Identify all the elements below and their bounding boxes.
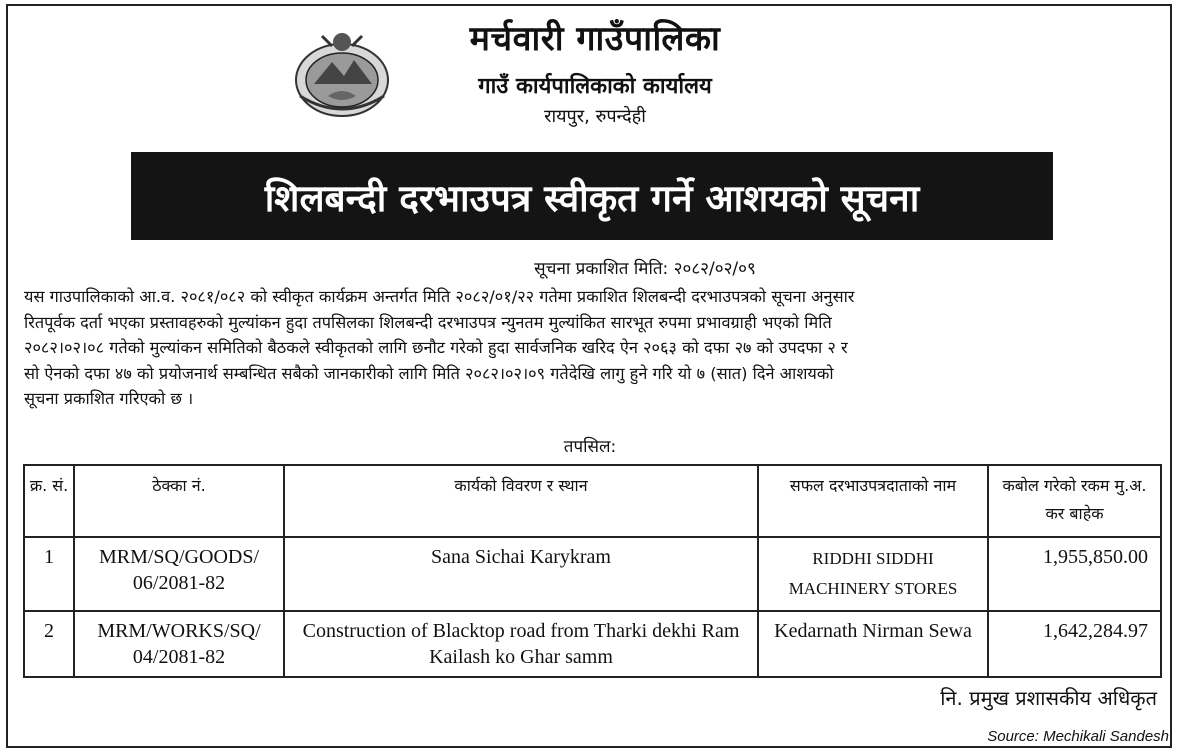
cell-sn: 1 (24, 537, 74, 611)
notice-banner (131, 152, 1053, 240)
header-amount: कबोल गरेको रकम मु.अ. कर बाहेक (988, 465, 1161, 537)
cell-amount: 1,642,284.97 (988, 611, 1161, 677)
signature-title: नि. प्रमुख प्रशासकीय अधिकृत (940, 686, 1157, 710)
award-table (23, 464, 1162, 678)
notice-line: रितपूर्वक दर्ता भएका प्रस्तावहरुको मुल्यांकन हुदा तपसिलका शिलबन्दी दरभाउपत्र न्युनतम मुल्यांकित सारभूत रुपमा प्रभावग्राही भएको मिति (24, 312, 832, 332)
notice-body (24, 284, 1154, 412)
cell-bidder: Kedarnath Nirman Sewa (758, 611, 988, 677)
notice-line: यस गाउपालिकाको आ.व. २०८१/०८२ को स्वीकृत कार्यक्रम अन्तर्गत मिति २०८२/०१/२२ गतेमा प्रकाशित शिलबन्दी दरभाउपत्रको सूचना अनुसार (24, 287, 855, 306)
cell-description: Sana Sichai Karykram (284, 537, 758, 611)
notice-line: सूचना प्रकाशित गरिएको छ । (24, 389, 194, 409)
org-name: मर्चवारी गाउँपालिका (469, 19, 721, 59)
header-contract-no: ठेक्का नं. (74, 465, 284, 537)
office-name: गाउँ कार्यपालिकाको कार्यालय (478, 74, 712, 99)
notice-line: २०८२।०२।०८ गतेको मुल्यांकन समितिको बैठकले स्वीकृतको लागि छनौट गरेको हुदा सार्वजनिक खरिद ऐन २०६३ को दफा २७ को उपदफा २ र (24, 338, 848, 358)
notice-title: शिलबन्दी दरभाउपत्र स्वीकृत गर्ने आशयको सूचना (264, 176, 920, 220)
cell-contract-no: MRM/SQ/GOODS/ 06/2081-82 (74, 537, 284, 611)
government-emblem-icon (292, 26, 392, 118)
header-description: कार्यको विवरण र स्थान (284, 465, 758, 537)
cell-amount: 1,955,850.00 (988, 537, 1161, 611)
header-sn: क्र. सं. (24, 465, 74, 537)
table-row (24, 611, 1161, 677)
cell-description: Construction of Blacktop road from Tharki dekhi Ram Kailash ko Ghar samm (284, 611, 758, 677)
cell-contract-no: MRM/WORKS/SQ/ 04/2081-82 (74, 611, 284, 677)
published-date: सूचना प्रकाशित मिति: २०८२/०२/०९ (534, 259, 756, 279)
office-address: रायपुर, रुपन्देही (544, 106, 646, 127)
source-credit: Source: Mechikali Sandesh (987, 728, 1169, 745)
table-row (24, 537, 1161, 611)
cell-bidder: RIDDHI SIDDHI MACHINERY STORES (758, 537, 988, 611)
table-header-row (24, 465, 1161, 537)
tapasil-heading: तपसिल: (563, 437, 617, 457)
notice-line: सो ऐनको दफा ४७ को प्रयोजनार्थ सम्बन्धित सबैको जानकारीको लागि मिति २०८२।०२।०९ गतेदेखि लागु हुने गरि यो ७ (सात) दिने आशयको (24, 363, 834, 383)
header-bidder: सफल दरभाउपत्रदाताको नाम (758, 465, 988, 537)
cell-sn: 2 (24, 611, 74, 677)
